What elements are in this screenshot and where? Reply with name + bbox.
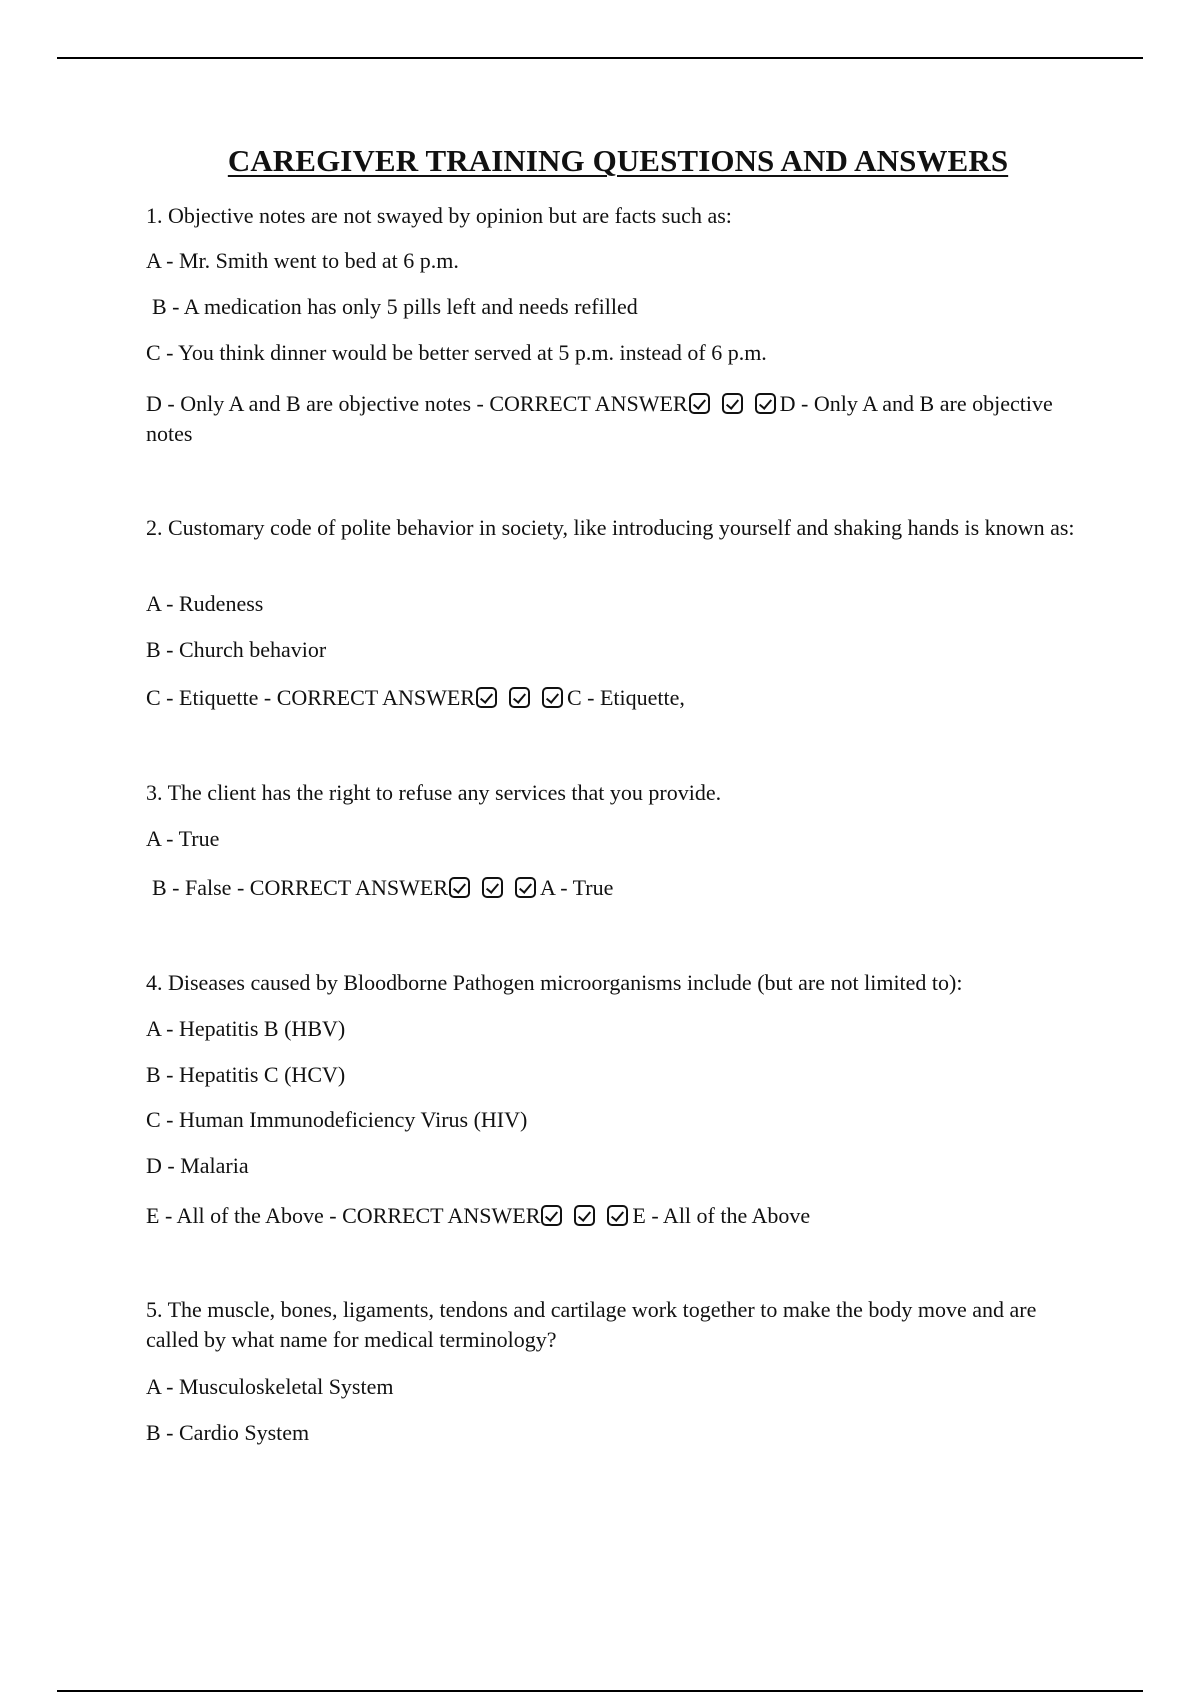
checkbox-checked-icon (482, 877, 503, 898)
answer-checks (541, 1201, 630, 1231)
question-1-answer-option: D - Only A and B are objective notes - CORRECT ANSWER (146, 391, 688, 416)
question-3-prompt: 3. The client has the right to refuse any services that you provide. (146, 780, 722, 805)
checkbox-checked-icon (509, 687, 530, 708)
question-2-answer-option: C - Etiquette - CORRECT ANSWER (146, 685, 475, 710)
question-4-answer (146, 1201, 1086, 1231)
question-1-option-b: B - A medication has only 5 pills left and needs refilled (152, 294, 638, 319)
checkbox-checked-icon (541, 1205, 562, 1226)
question-2-option-b: B - Church behavior (146, 637, 327, 662)
checkbox-checked-icon (755, 393, 776, 414)
question-5-option-a: A - Musculoskeletal System (146, 1374, 394, 1399)
question-2-option-a: A - Rudeness (146, 591, 264, 616)
question-4-option-d: D - Malaria (146, 1153, 249, 1178)
question-1-option-c: C - You think dinner would be better served at 5 p.m. instead of 6 p.m. (146, 340, 767, 365)
checkbox-checked-icon (722, 393, 743, 414)
question-4-prompt: 4. Diseases caused by Bloodborne Pathogen microorganisms include (but are not limited to): (146, 970, 963, 995)
page-title: CAREGIVER TRAINING QUESTIONS AND ANSWERS (227, 143, 1009, 178)
question-4-option-a: A - Hepatitis B (HBV) (146, 1016, 346, 1041)
question-4-answer-text: E - All of the Above (632, 1203, 811, 1228)
answer-checks (689, 389, 778, 419)
bottom-rule (57, 1690, 1143, 1692)
question-4-option-c: C - Human Immunodeficiency Virus (HIV) (146, 1107, 528, 1132)
checkbox-checked-icon (449, 877, 470, 898)
question-2-answer-text: C - Etiquette, (566, 685, 685, 710)
question-5-option-b: B - Cardio System (146, 1420, 310, 1445)
checkbox-checked-icon (574, 1205, 595, 1226)
top-rule (57, 57, 1143, 59)
question-1-answer-text: D - Only A and B are objective notes (146, 391, 1053, 446)
answer-checks (476, 683, 565, 713)
question-2-answer (146, 683, 1086, 713)
question-1-prompt: 1. Objective notes are not swayed by opinion but are facts such as: (146, 203, 732, 228)
checkbox-checked-icon (689, 393, 710, 414)
question-2-prompt: 2. Customary code of polite behavior in society, like introducing yourself and shaking hands is known as: (146, 515, 1075, 540)
question-5-prompt: 5. The muscle, bones, ligaments, tendons and cartilage work together to make the body move and are called by what name for medical terminology? (146, 1297, 1037, 1352)
checkbox-checked-icon (476, 687, 497, 708)
checkbox-checked-icon (607, 1205, 628, 1226)
question-1-answer (146, 389, 1076, 449)
question-4-option-b: B - Hepatitis C (HCV) (146, 1062, 346, 1087)
question-3-answer-option: B - False - CORRECT ANSWER (152, 875, 449, 900)
question-3-answer (152, 873, 1092, 903)
question-3-option-a: A - True (146, 826, 220, 851)
question-4-answer-option: E - All of the Above - CORRECT ANSWER (146, 1203, 541, 1228)
question-1-option-a: A - Mr. Smith went to bed at 6 p.m. (146, 248, 459, 273)
question-3-answer-text: A - True (540, 875, 614, 900)
checkbox-checked-icon (542, 687, 563, 708)
checkbox-checked-icon (515, 877, 536, 898)
answer-checks (449, 873, 538, 903)
